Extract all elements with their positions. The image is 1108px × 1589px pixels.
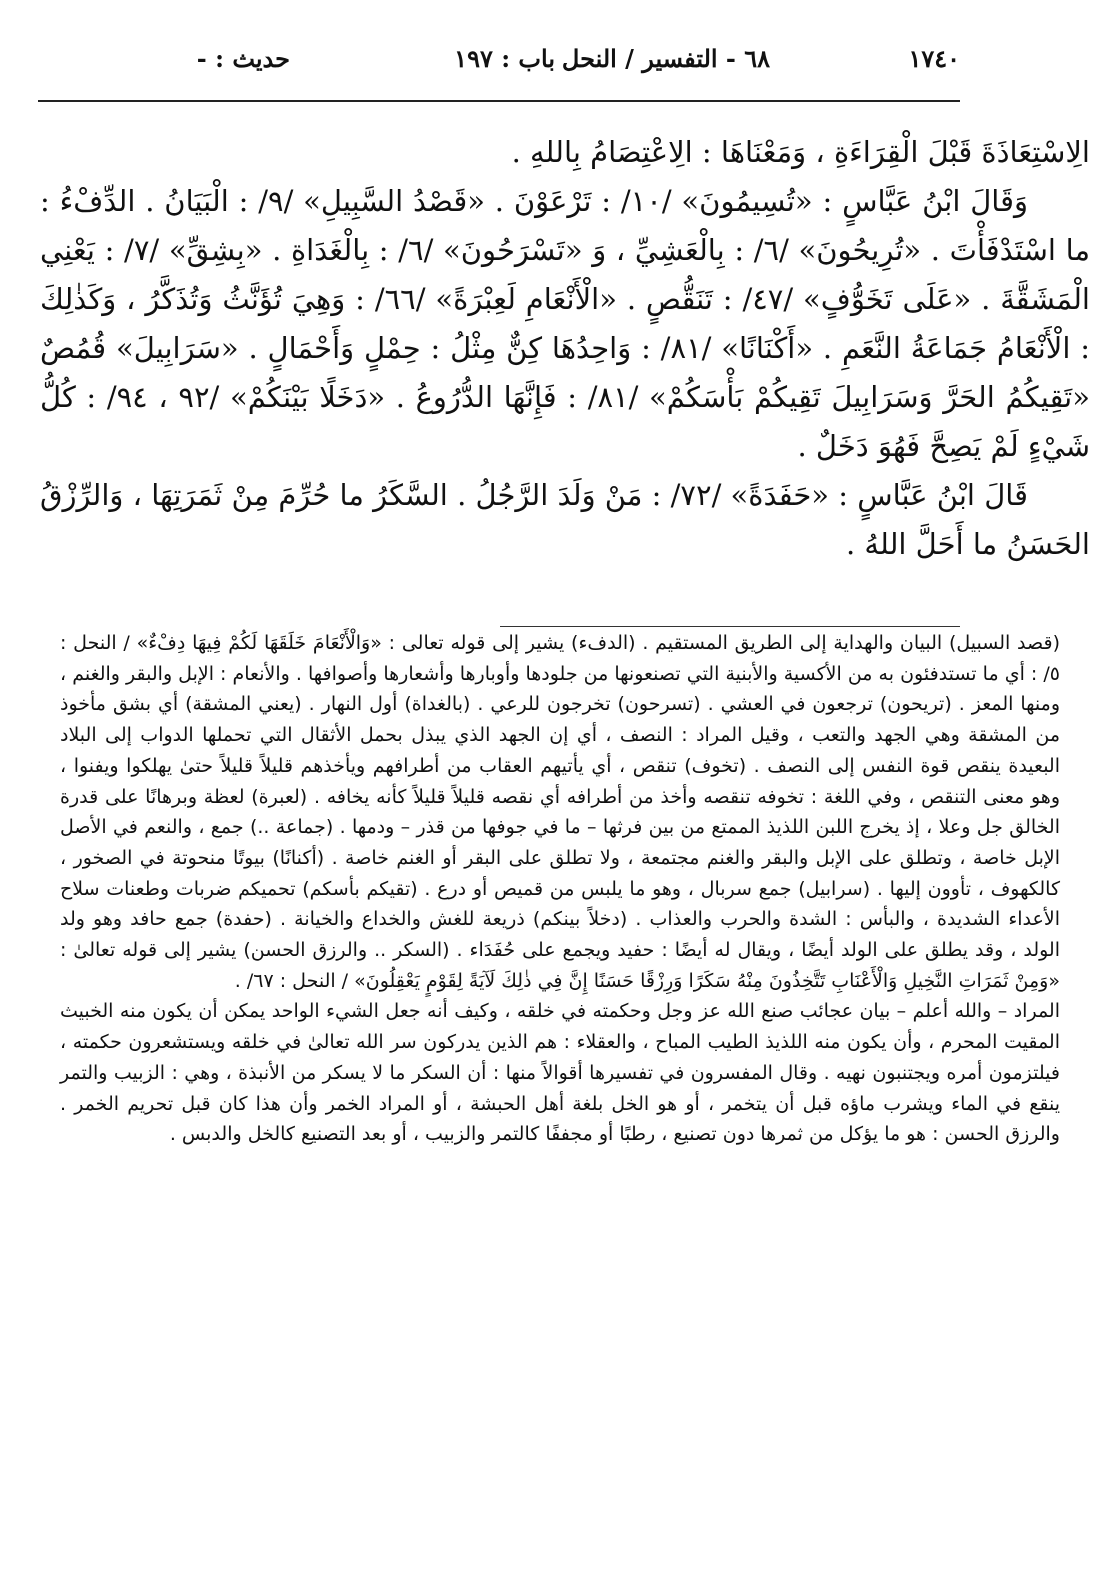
main-text	[40, 128, 1090, 569]
footnotes	[60, 628, 1060, 1150]
footnote-rule	[500, 626, 960, 627]
chapter-title: ٦٨ - التفسير / النحل	[561, 44, 770, 73]
footnote-paragraph: (قصد السبيل) البيان والهداية إلى الطريق المستقيم . (الدفء) يشير إلى قوله تعالى : «وَالْأَنْعَامَ خَلَقَهَا لَكُمْ فِيهَا دِفْءٌ» / النحل : ٥/ : أي ما تستدفئون به من الأكسية والأبنية التي تصنعونها من جلودها وأوبارها وأشعارها وأصوافها . والأنعام : الإبل والبقر والغنم ، ومنها المعز . (تريحون) ترجعون في العشي . (تسرحون) تخرجون للرعي . (بالغداة) أول النهار . (يعني المشقة) أي بشق مأخوذ من المشقة وهي الجهد والتعب ، وقيل المراد : النصف ، أي إن الجهد الذي يبذل بحمل الأثقال التي تحملها الدواب إلى البلاد البعيدة ينقص قوة النفس إلى النصف . (تخوف) تنقص ، أي يأتيهم العقاب من أطرافهم ويأخذهم قليلاً قليلاً حتىٰ يهلكوا ويفنوا ، وهو معنى التنقص ، وفي اللغة : تخوفه تنقصه وأخذ من أطرافه أي نقصه قليلاً قليلاً كأنه يخافه . (لعبرة) لعظة وبرهانًا على قدرة الخالق جل وعلا ، إذ يخرج اللبن اللذيذ الممتع من بين فرثها – ما في جوفها من قذر – ودمها . (جماعة ..) جمع ، والنعم في الأصل الإبل خاصة ، وتطلق على الإبل والبقر والغنم مجتمعة ، ولا تطلق على البقر أو الغنم خاصة . (أكنانًا) بيوتًا منحوتة في الصخور ، كالكهوف ، تأوون إليها . (سرابيل) جمع سربال ، وهو ما يلبس من قميص أو درع . (تقيكم بأسكم) تحميكم ضربات وطعنات سلاح الأعداء الشديدة ، والبأس : الشدة والحرب والعذاب . (دخلاً بينكم) ذريعة للغش والخداع والخيانة . (حفدة) جمع حافد وهو ولد الولد ، وقد يطلق على الولد أيضًا ، ويقال له أيضًا : حفيد ويجمع على حُفَدَاء . (السكر .. والرزق الحسن) يشير إلى قوله تعالىٰ : «وَمِنْ ثَمَرَاتِ النَّخِيلِ وَالْأَعْنَابِ تَتَّخِذُونَ مِنْهُ سَكَرًا وَرِزْقًا حَسَنًا إِنَّ فِي ذٰلِكَ لَآيَةً لِقَوْمٍ يَعْقِلُونَ» / النحل : ٦٧/ .	[60, 632, 1060, 992]
main-paragraph: الِاسْتِعَاذَةَ قَبْلَ الْقِرَاءَةِ ، وَمَعْنَاهَا : الِاعْتِصَامُ بِاللهِ .	[511, 135, 1090, 169]
bab-number: باب : ١٩٧	[454, 44, 555, 73]
hadith-number: حديث : -	[196, 44, 290, 73]
page-header	[40, 40, 960, 90]
page-number: ١٧٤٠	[908, 44, 960, 73]
header-rule	[38, 100, 960, 102]
main-paragraph: قَالَ ابْنُ عَبَّاسٍ : «حَفَدَةً» /٧٢/ : مَنْ وَلَدَ الرَّجُلُ . السَّكَرُ ما حُرِّمَ مِنْ ثَمَرَتِهَا ، وَالرِّزْقُ الحَسَنُ ما أَحَلَّ اللهُ .	[40, 478, 1090, 561]
main-paragraph: وَقَالَ ابْنُ عَبَّاسٍ : «تُسِيمُونَ» /١٠/ : تَرْعَوْنَ . «قَصْدُ السَّبِيلِ» /٩/ : الْبَيَانُ . الدِّفْءُ : ما اسْتَدْفَأْتَ . «تُرِيحُونَ» /٦/ : بِالْعَشِيِّ ، وَ «تَسْرَحُونَ» /٦/ : بِالْغَدَاةِ . «بِشِقِّ» /٧/ : يَعْنِي الْمَشَقَّةَ . «عَلَى تَخَوُّفٍ» /٤٧/ : تَنَقُّصٍ . «الْأَنْعَامِ لَعِبْرَةً» /٦٦/ : وَهِيَ تُؤَنَّثُ وَتُذَكَّرُ ، وَكَذٰلِكَ : الْأَنْعَامُ جَمَاعَةُ النَّعَمِ . «أَكْنَانًا» /٨١/ : وَاحِدُهَا كِنٌّ مِثْلُ : حِمْلٍ وَأَحْمَالٍ . «سَرَابِيلَ» قُمُصٌ «تَقِيكُمُ الحَرَّ وَسَرَابِيلَ تَقِيكُمْ بَأْسَكُمْ» /٨١/ : فَإِنَّهَا الدُّرُوعُ . «دَخَلًا بَيْنَكُمْ» /٩٢ ، ٩٤/ : كُلُّ شَيْءٍ لَمْ يَصِحَّ فَهُوَ دَخَلٌ .	[40, 184, 1090, 463]
footnote-paragraph: المراد – والله أعلم – بيان عجائب صنع الله عز وجل وحكمته في خلقه ، وكيف أنه جعل الشيء الواحد يمكن أن يكون منه الخبيث المقيت المحرم ، وأن يكون منه اللذيذ الطيب المباح ، والعقلاء : هم الذين يدركون سر الله تعالىٰ في خلقه ويستشعرون حكمته ، فيلتزمون أمره ويجتنبون نهيه . وقال المفسرون في تفسيرها أقوالاً منها : أن السكر ما لا يسكر من الأنبذة ، وهي : الزبيب والتمر ينقع في الماء ويشرب ماؤه قبل أن يتخمر ، أو هو الخل بلغة أهل الحبشة ، أو المراد الخمر وأن هذا كان قبل تحريم الخمر . والرزق الحسن : هو ما يؤكل من ثمرها دون تصنيع ، رطبًا أو مجففًا كالتمر والزبيب ، أو بعد التصنيع كالخل والدبس .	[60, 1000, 1060, 1146]
